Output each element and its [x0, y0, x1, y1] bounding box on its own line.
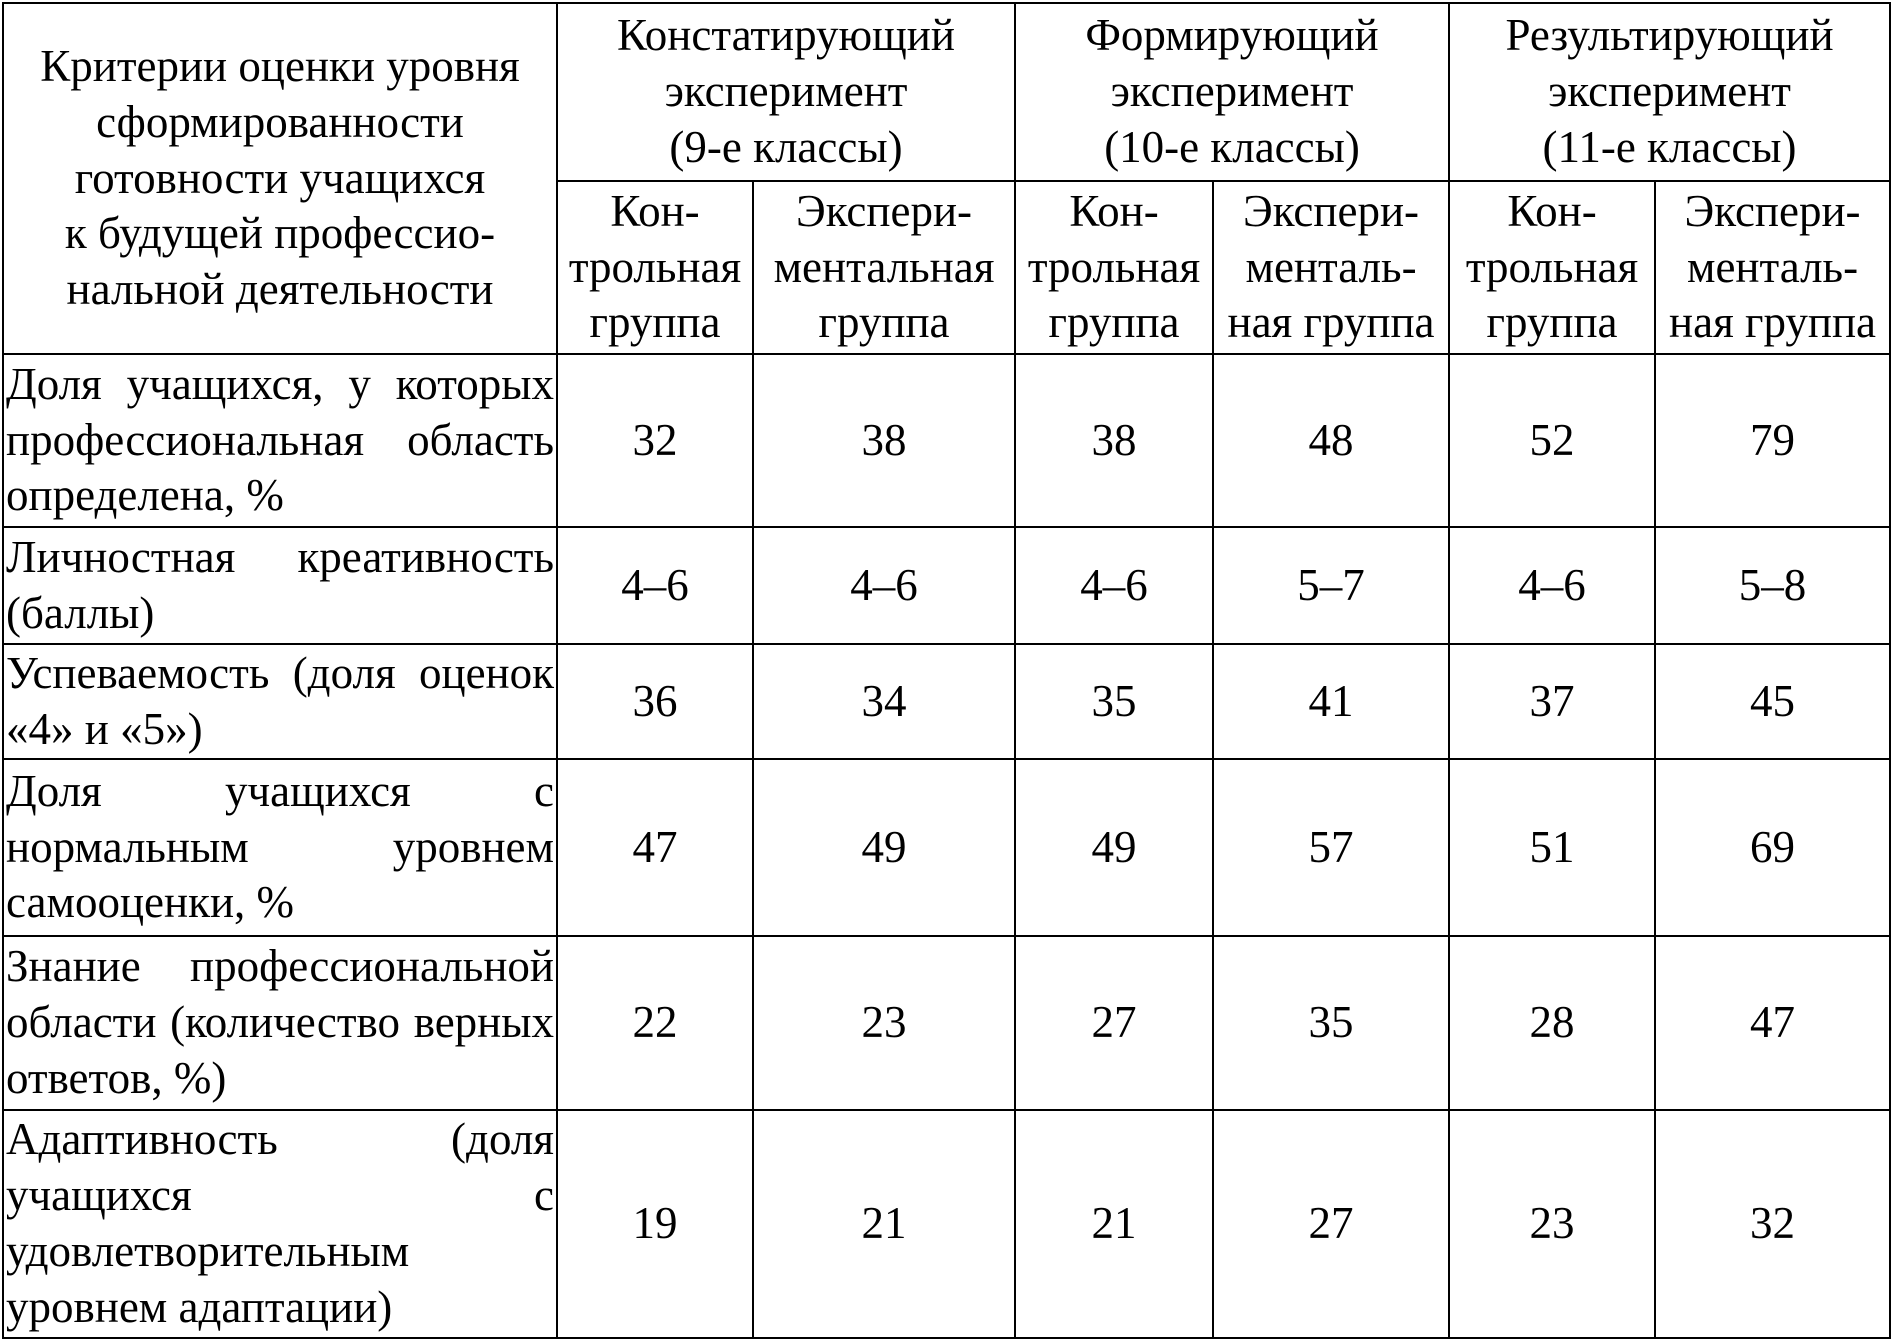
table-row [3, 644, 1890, 759]
table-cell: 28 [1449, 936, 1655, 1110]
table-cell: 4–6 [753, 527, 1015, 644]
group-header-control: Кон- трольная группа [1015, 181, 1213, 354]
table-cell: 5–8 [1655, 527, 1890, 644]
table-cell: 23 [753, 936, 1015, 1110]
row-label: Знание профессиональной области (количество верных ответов, %) [3, 936, 557, 1110]
table-row [3, 354, 1890, 527]
row-label: Доля учащихся с нормальным уровнем самооценки, % [3, 759, 557, 936]
table-row [3, 527, 1890, 644]
table-row [3, 936, 1890, 1110]
table-cell: 49 [753, 759, 1015, 936]
table-cell: 19 [557, 1110, 753, 1338]
group-header-control: Кон- трольная группа [557, 181, 753, 354]
row-label: Личностная креативность (баллы) [3, 527, 557, 644]
table-cell: 45 [1655, 644, 1890, 759]
group-header-control: Кон- трольная группа [1449, 181, 1655, 354]
table-cell: 35 [1213, 936, 1449, 1110]
phase-header-resulting: Результирующий эксперимент (11-е классы) [1449, 3, 1890, 181]
table-cell: 32 [1655, 1110, 1890, 1338]
table-cell: 4–6 [1015, 527, 1213, 644]
table-cell: 52 [1449, 354, 1655, 527]
table-cell: 69 [1655, 759, 1890, 936]
row-label: Доля учащихся, у которых профессиональная область определена, % [3, 354, 557, 527]
table-cell: 38 [753, 354, 1015, 527]
table-cell: 47 [557, 759, 753, 936]
results-table [2, 2, 1891, 1339]
phase-header-ascertaining: Констатирующий эксперимент (9-е классы) [557, 3, 1015, 181]
table-cell: 4–6 [557, 527, 753, 644]
table-cell: 21 [753, 1110, 1015, 1338]
table-cell: 22 [557, 936, 753, 1110]
row-label: Адаптивность (доля учащихся с удовлетворительным уровнем адаптации) [3, 1110, 557, 1338]
table-cell: 38 [1015, 354, 1213, 527]
table-cell: 57 [1213, 759, 1449, 936]
criteria-header: Критерии оценки уровня сформированности готовности учащихся к будущей профессио- нальной деятельности [3, 3, 557, 354]
table-cell: 32 [557, 354, 753, 527]
table-cell: 23 [1449, 1110, 1655, 1338]
table-row [3, 1110, 1890, 1338]
table-cell: 79 [1655, 354, 1890, 527]
table-cell: 49 [1015, 759, 1213, 936]
table-cell: 27 [1213, 1110, 1449, 1338]
group-header-experimental: Экспери- ментальная группа [753, 181, 1015, 354]
table-cell: 51 [1449, 759, 1655, 936]
header-row-phases [3, 3, 1890, 181]
table-cell: 27 [1015, 936, 1213, 1110]
phase-header-formative: Формирующий эксперимент (10-е классы) [1015, 3, 1449, 181]
table-cell: 47 [1655, 936, 1890, 1110]
table-cell: 48 [1213, 354, 1449, 527]
table-cell: 35 [1015, 644, 1213, 759]
group-header-experimental: Экспери- менталь- ная группа [1655, 181, 1890, 354]
table-cell: 36 [557, 644, 753, 759]
table-cell: 4–6 [1449, 527, 1655, 644]
row-label: Успеваемость (доля оценок «4» и «5») [3, 644, 557, 759]
group-header-experimental: Экспери- менталь- ная группа [1213, 181, 1449, 354]
table-cell: 41 [1213, 644, 1449, 759]
table-cell: 5–7 [1213, 527, 1449, 644]
table-row [3, 759, 1890, 936]
table-cell: 21 [1015, 1110, 1213, 1338]
table-cell: 34 [753, 644, 1015, 759]
table-cell: 37 [1449, 644, 1655, 759]
